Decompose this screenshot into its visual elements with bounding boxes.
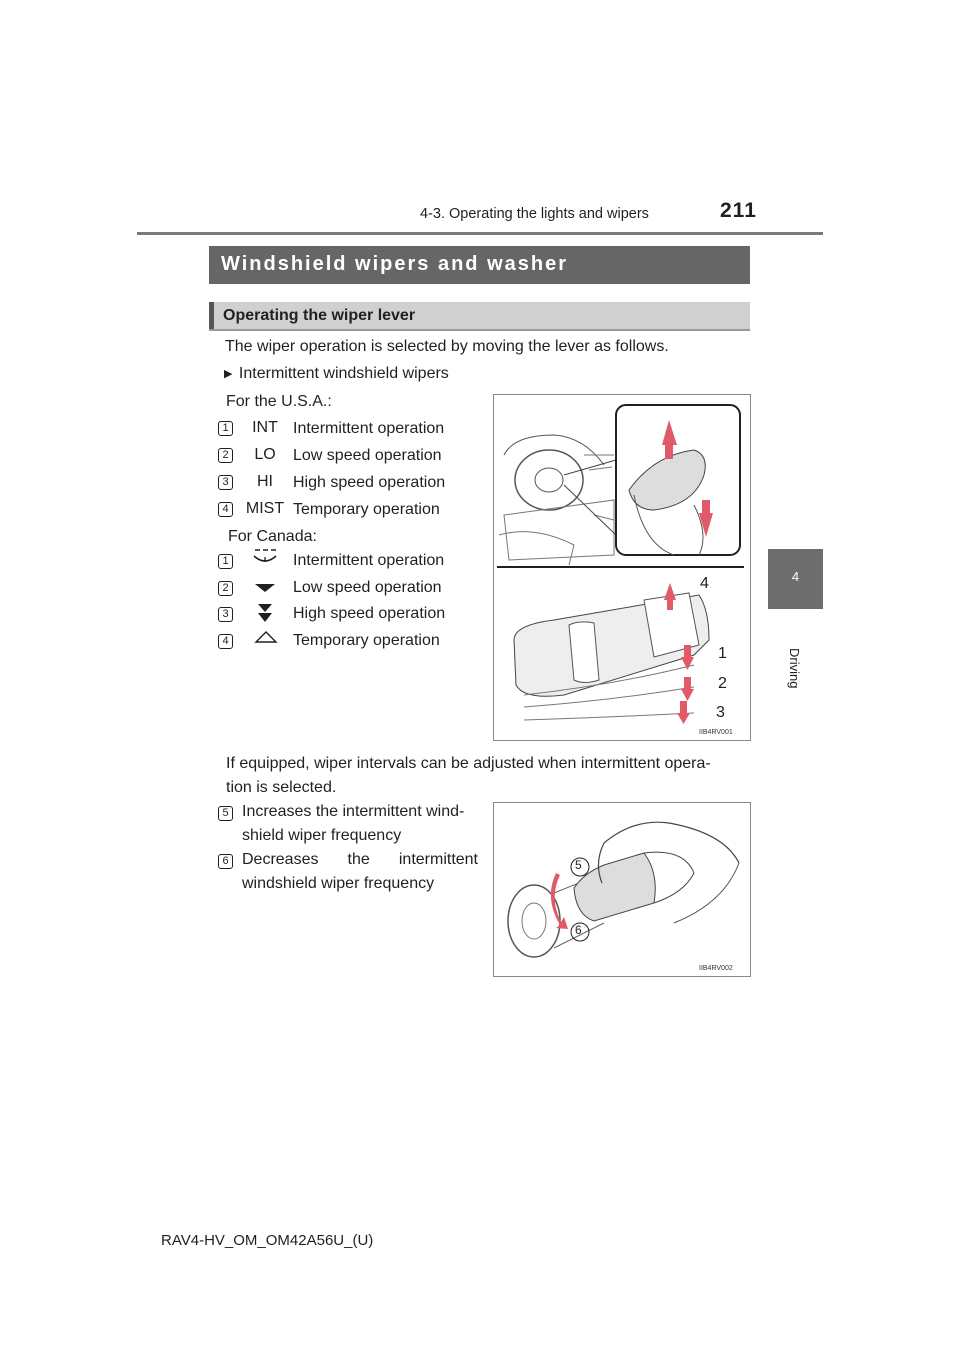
interval-adjust-figure bbox=[493, 802, 751, 977]
figure-callout-5: 5 bbox=[575, 858, 582, 872]
subheading: Operating the wiper lever bbox=[223, 307, 416, 324]
code-int: INT bbox=[252, 419, 278, 436]
document-code: RAV4-HV_OM_OM42A56U_(U) bbox=[161, 1232, 374, 1249]
callout-4: 4 bbox=[218, 634, 233, 649]
canada-item-text: Temporary operation bbox=[293, 632, 440, 649]
callout-1: 1 bbox=[218, 554, 233, 569]
chapter-label: Driving bbox=[787, 648, 802, 689]
usa-item-text: High speed operation bbox=[293, 474, 446, 491]
chapter-label-box bbox=[770, 618, 820, 698]
single-triangle-down-icon bbox=[253, 582, 277, 594]
callout-6: 6 bbox=[218, 854, 233, 869]
subheading-bar bbox=[209, 302, 750, 329]
intermittent-symbol-icon bbox=[252, 548, 278, 570]
callout-2: 2 bbox=[218, 581, 233, 596]
code-lo: LO bbox=[254, 446, 276, 463]
decrease-text-line2: windshield wiper frequency bbox=[242, 875, 435, 892]
figure-code: IIB4RV001 bbox=[699, 729, 733, 736]
interval-paragraph-line1: If equipped, wiper intervals can be adjusted when intermittent opera- bbox=[226, 755, 711, 772]
canada-label: For Canada: bbox=[228, 528, 317, 545]
figure-callout-4: 4 bbox=[700, 575, 709, 592]
wiper-lever-figure bbox=[493, 394, 751, 741]
canada-item-text: Low speed operation bbox=[293, 579, 442, 596]
callout-3: 3 bbox=[218, 607, 233, 622]
code-mist: MIST bbox=[245, 500, 285, 517]
chapter-tab bbox=[768, 549, 823, 609]
section-title: 4-3. Operating the lights and wipers bbox=[420, 206, 649, 222]
figure-callout-3: 3 bbox=[716, 704, 725, 721]
figure-code: IIB4RV002 bbox=[699, 965, 733, 972]
page-number: 211 bbox=[720, 199, 757, 222]
wiper-lever-illustration bbox=[494, 395, 750, 740]
interval-adjust-illustration bbox=[494, 803, 750, 976]
callout-1: 1 bbox=[218, 421, 233, 436]
canada-item-text: High speed operation bbox=[293, 605, 446, 622]
page-title: Windshield wipers and washer bbox=[221, 253, 568, 275]
double-triangle-down-icon bbox=[256, 602, 274, 624]
decrease-text-line1: Decreases the intermittent bbox=[242, 851, 478, 868]
triangle-up-outline-icon bbox=[254, 630, 278, 644]
increase-text-line1: Increases the intermittent wind- bbox=[242, 803, 465, 820]
interval-paragraph-line2: tion is selected. bbox=[226, 779, 337, 796]
subheading-underline bbox=[209, 329, 750, 331]
callout-3: 3 bbox=[218, 475, 233, 490]
page-title-bar bbox=[209, 246, 750, 284]
usa-label: For the U.S.A.: bbox=[226, 393, 332, 410]
callout-2: 2 bbox=[218, 448, 233, 463]
callout-4: 4 bbox=[218, 502, 233, 517]
subheading-accent bbox=[209, 302, 214, 329]
header-rule bbox=[137, 232, 823, 235]
increase-text-line2: shield wiper frequency bbox=[242, 827, 402, 844]
bullet-text: Intermittent windshield wipers bbox=[238, 365, 449, 382]
figure-callout-6: 6 bbox=[575, 923, 582, 937]
usa-item-text: Intermittent operation bbox=[293, 420, 445, 437]
usa-item-text: Temporary operation bbox=[293, 501, 440, 518]
bullet-arrow-icon: ▶ bbox=[224, 368, 233, 380]
canada-item-text: Intermittent operation bbox=[293, 552, 445, 569]
usa-item-text: Low speed operation bbox=[293, 447, 442, 464]
code-hi: HI bbox=[257, 473, 273, 490]
bullet-item bbox=[224, 362, 449, 386]
callout-5: 5 bbox=[218, 806, 233, 821]
chapter-number: 4 bbox=[791, 569, 800, 584]
figure-callout-2: 2 bbox=[718, 675, 727, 692]
intro-text: The wiper operation is selected by moving the lever as follows. bbox=[225, 338, 669, 355]
figure-callout-1: 1 bbox=[718, 645, 727, 662]
